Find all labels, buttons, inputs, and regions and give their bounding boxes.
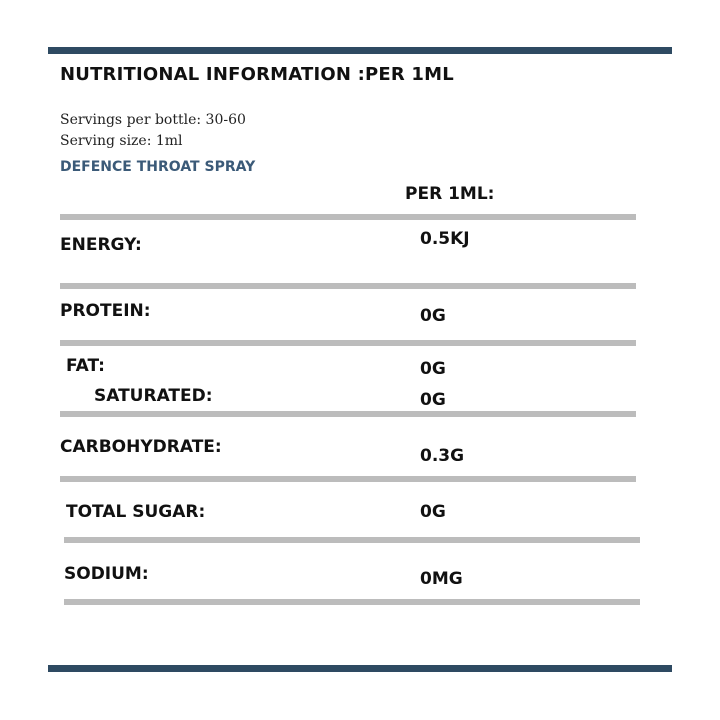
bottom-frame-bar [48, 665, 672, 672]
carbohydrate-label: CARBOHYDRATE: [60, 437, 222, 457]
row-divider [60, 283, 636, 289]
protein-label: PROTEIN: [60, 301, 151, 321]
row-divider [64, 537, 640, 543]
serving-size: Serving size: 1ml [60, 133, 183, 149]
servings-per-bottle: Servings per bottle: 30-60 [60, 112, 246, 128]
energy-value: 0.5KJ [420, 229, 470, 249]
row-divider [60, 411, 636, 417]
fat-label: FAT: [66, 356, 105, 376]
sodium-value: 0MG [420, 569, 463, 589]
row-divider [60, 476, 636, 482]
page-title: NUTRITIONAL INFORMATION :PER 1ML [60, 64, 454, 85]
row-divider [64, 599, 640, 605]
protein-value: 0G [420, 306, 446, 326]
total-sugar-label: TOTAL SUGAR: [66, 502, 206, 522]
product-name: DEFENCE THROAT SPRAY [60, 159, 256, 175]
fat-value: 0G [420, 359, 446, 379]
energy-label: ENERGY: [60, 235, 142, 255]
total-sugar-value: 0G [420, 502, 446, 522]
column-heading: PER 1ML: [405, 184, 495, 204]
row-divider [60, 340, 636, 346]
row-divider [60, 214, 636, 220]
saturated-value: 0G [420, 390, 446, 410]
top-frame-bar [48, 47, 672, 54]
carbohydrate-value: 0.3G [420, 446, 465, 466]
saturated-label: SATURATED: [94, 386, 213, 406]
sodium-label: SODIUM: [64, 564, 149, 584]
